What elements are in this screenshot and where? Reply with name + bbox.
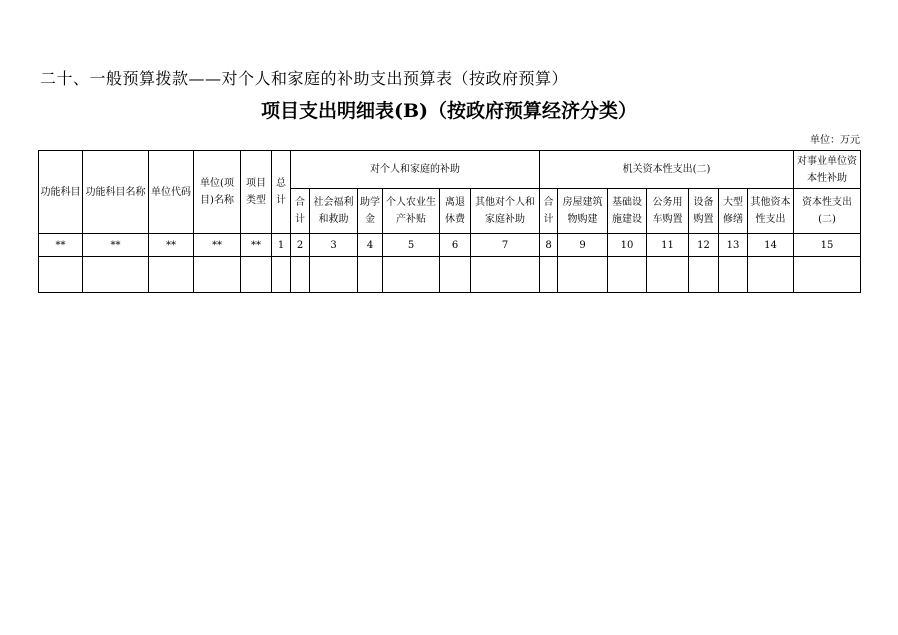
header-sub-cell: 大型修缮 xyxy=(719,189,748,234)
header-sub-cell: 社会福利和救助 xyxy=(310,189,358,234)
page-title: 项目支出明细表(B)（按政府预算经济分类） xyxy=(260,100,638,122)
header-group-institution-capital: 对事业单位资本性补助 xyxy=(794,151,861,189)
budget-table xyxy=(38,150,861,293)
header-sub-cell: 基础设施建设 xyxy=(608,189,647,234)
header-sub-cell: 助学金 xyxy=(358,189,383,234)
header-sub-cell: 其他对个人和家庭补助 xyxy=(471,189,540,234)
header-row-groups xyxy=(39,151,861,189)
header-group-personal-family: 对个人和家庭的补助 xyxy=(291,151,540,189)
table-cell: 13 xyxy=(719,234,748,257)
header-sub-cell: 合计 xyxy=(291,189,310,234)
table-cell: ** xyxy=(241,234,272,257)
header-sub-cell: 房屋建筑物购建 xyxy=(558,189,608,234)
table-cell xyxy=(719,257,748,293)
table-cell xyxy=(748,257,794,293)
table-cell xyxy=(39,257,83,293)
table-cell xyxy=(689,257,719,293)
table-cell: 11 xyxy=(647,234,689,257)
table-cell: ** xyxy=(194,234,241,257)
table-cell: 7 xyxy=(471,234,540,257)
header-unit-project-name: 单位(项目)名称 xyxy=(194,151,241,234)
table-cell: 14 xyxy=(748,234,794,257)
header-sub-cell: 合计 xyxy=(540,189,558,234)
table-cell xyxy=(194,257,241,293)
table-cell: ** xyxy=(83,234,149,257)
table-cell: ** xyxy=(149,234,194,257)
header-sub-cell: 其他资本性支出 xyxy=(748,189,794,234)
table-cell xyxy=(291,257,310,293)
table-cell: 2 xyxy=(291,234,310,257)
table-cell: 3 xyxy=(310,234,358,257)
table-cell xyxy=(608,257,647,293)
table-cell xyxy=(241,257,272,293)
header-project-type: 项目类型 xyxy=(241,151,272,234)
table-cell xyxy=(383,257,440,293)
header-unit-code: 单位代码 xyxy=(149,151,194,234)
section-title: 二十、一般预算拨款——对个人和家庭的补助支出预算表（按政府预算） xyxy=(40,69,569,88)
unit-label: 单位：万元 xyxy=(810,135,860,146)
table-cell: 8 xyxy=(540,234,558,257)
table-cell xyxy=(440,257,471,293)
table-row-markers xyxy=(39,234,861,257)
header-sub-cell: 离退休费 xyxy=(440,189,471,234)
table-row-empty xyxy=(39,257,861,293)
table-cell xyxy=(272,257,291,293)
header-sub-cell: 个人农业生产补贴 xyxy=(383,189,440,234)
table-cell: 12 xyxy=(689,234,719,257)
header-group-gov-capital: 机关资本性支出(二) xyxy=(540,151,794,189)
table-cell xyxy=(471,257,540,293)
header-func-subject-name: 功能科目名称 xyxy=(83,151,149,234)
table-cell xyxy=(83,257,149,293)
table-cell xyxy=(358,257,383,293)
header-sub-cell: 公务用车购置 xyxy=(647,189,689,234)
header-total: 总计 xyxy=(272,151,291,234)
table-cell: 9 xyxy=(558,234,608,257)
table-cell: ** xyxy=(39,234,83,257)
table-cell xyxy=(310,257,358,293)
table-cell: 1 xyxy=(272,234,291,257)
table-cell xyxy=(149,257,194,293)
header-sub-cell: 设备购置 xyxy=(689,189,719,234)
table-cell: 15 xyxy=(794,234,861,257)
header-func-subject: 功能科目 xyxy=(39,151,83,234)
header-sub-cell: 资本性支出(二) xyxy=(794,189,861,234)
table-cell: 6 xyxy=(440,234,471,257)
table-cell: 4 xyxy=(358,234,383,257)
table-cell xyxy=(540,257,558,293)
table-cell: 5 xyxy=(383,234,440,257)
table-cell xyxy=(647,257,689,293)
table-cell xyxy=(558,257,608,293)
table-cell: 10 xyxy=(608,234,647,257)
table-cell xyxy=(794,257,861,293)
